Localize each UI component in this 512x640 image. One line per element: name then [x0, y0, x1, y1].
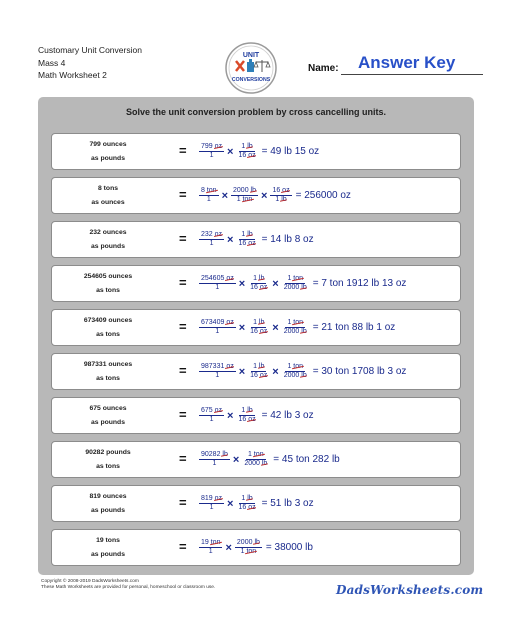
fraction-numerator: 1 lb: [253, 275, 265, 282]
problem-card: [51, 309, 461, 346]
cancelled-unit: lb: [247, 407, 253, 414]
fraction-numerator: 1 lb: [241, 495, 253, 502]
cancelled-unit: lb: [261, 460, 268, 467]
conversion-fraction: [199, 143, 224, 160]
equals-sign: =: [179, 231, 187, 246]
fraction-numerator: 19 ton: [201, 539, 221, 546]
cancelled-unit: lb: [258, 363, 265, 370]
cancelled-unit: ton: [293, 319, 304, 326]
cancelled-unit: ton: [293, 275, 304, 282]
fraction-denominator: 2000 lb: [283, 372, 307, 379]
cancelled-unit: lb: [281, 196, 287, 203]
times-sign: ×: [227, 497, 234, 510]
times-sign: ×: [272, 277, 279, 290]
problem-statement: [52, 134, 164, 169]
equals-sign: =: [179, 143, 187, 158]
conversion-fraction: [235, 539, 262, 556]
equals-sign: =: [179, 539, 187, 554]
problem-statement: [52, 222, 164, 257]
equals-sign: =: [179, 275, 187, 290]
fraction-denominator: 1: [215, 284, 220, 291]
fraction-numerator: 799 oz: [201, 143, 223, 150]
problem-statement: [52, 178, 164, 213]
answer: = 14 lb 8 oz: [261, 234, 314, 245]
times-sign: ×: [238, 277, 246, 290]
cancelled-unit: oz: [214, 407, 223, 414]
fraction-numerator: 987331 oz: [201, 363, 234, 370]
answer: = 7 ton 1912 lb 13 oz: [312, 278, 407, 289]
fraction-numerator: 1 ton: [287, 319, 304, 326]
cancelled-unit: lb: [254, 539, 260, 546]
problem-quantity: 987331 ounces: [83, 361, 133, 368]
answer: = 45 ton 282 lb: [273, 454, 340, 465]
cancelled-unit: oz: [214, 495, 223, 502]
problem-target-unit: as pounds: [91, 155, 125, 162]
times-sign: ×: [227, 409, 234, 422]
cancelled-unit: ton: [293, 363, 304, 370]
cancelled-unit: oz: [248, 152, 256, 159]
instructions: Solve the unit conversion problem by cross cancelling units.: [125, 107, 387, 117]
conversion-fraction: [270, 187, 291, 204]
fraction-numerator: 1 ton: [287, 363, 304, 370]
cancelled-unit: lb: [301, 284, 307, 291]
cancelled-unit: lb: [247, 231, 253, 238]
answer: = 21 ton 88 lb 1 oz: [312, 322, 396, 333]
problem-quantity: 675 ounces: [89, 405, 127, 412]
conversion-work: [197, 486, 314, 521]
conversion-work: [197, 266, 406, 301]
equals-sign: =: [179, 363, 187, 378]
fraction-denominator: 1: [209, 240, 214, 247]
conversion-fraction: [248, 363, 269, 380]
cancelled-unit: lb: [258, 275, 265, 282]
problem-card: [51, 177, 461, 214]
footer-copyright: [41, 579, 215, 591]
unit-conversions-logo: [225, 42, 277, 94]
fraction-numerator: 2000 lb: [236, 539, 260, 546]
fraction-numerator: 819 oz: [201, 495, 223, 502]
fraction-numerator: 675 oz: [201, 407, 223, 414]
problem-target-unit: as ounces: [91, 199, 125, 206]
problem-card: [51, 397, 461, 434]
cancelled-unit: ton: [242, 196, 253, 203]
fraction-numerator: 2000 lb: [233, 187, 256, 194]
times-sign: ×: [238, 321, 246, 334]
times-sign: ×: [238, 365, 246, 378]
conversion-fraction: [236, 143, 257, 160]
cancelled-unit: lb: [247, 495, 253, 502]
fraction-denominator: 1 lb: [275, 196, 287, 203]
conversion-work: [197, 222, 314, 257]
cancelled-unit: oz: [214, 231, 223, 238]
conversion-work: [197, 354, 406, 389]
times-sign: ×: [221, 189, 229, 202]
problem-target-unit: as tons: [96, 375, 120, 382]
copyright-line: Copyright © 2008-2019 DadsWorksheets.com: [41, 579, 139, 584]
conversion-fraction: [199, 495, 224, 512]
problem-card: [51, 485, 461, 522]
fraction-numerator: 254605 oz: [201, 275, 234, 282]
conversion-work: [197, 530, 313, 565]
cancelled-unit: lb: [222, 451, 228, 458]
problem-card: [51, 353, 461, 390]
answer-key-label: Answer Key: [358, 53, 456, 72]
conversion-fraction: [236, 231, 257, 248]
conversion-fraction: [248, 275, 269, 292]
conversion-fraction: [199, 451, 230, 468]
conversion-fraction: [248, 319, 269, 336]
problem-statement: [52, 442, 164, 477]
cancelled-unit: oz: [226, 275, 234, 282]
problem-card: [51, 529, 461, 566]
cancelled-unit: ton: [253, 451, 264, 458]
conversion-fraction: [242, 451, 269, 468]
worksheet-title-block: [38, 44, 142, 82]
cancelled-unit: oz: [226, 363, 234, 370]
name-field: [308, 53, 488, 76]
name-label: Name:: [308, 63, 339, 74]
cancelled-unit: oz: [259, 284, 268, 291]
problem-quantity: 232 ounces: [89, 229, 127, 236]
worksheet-title: Customary Unit Conversion: [38, 45, 142, 55]
equals-sign: =: [179, 319, 187, 334]
fraction-denominator: 1: [209, 416, 214, 423]
answer: = 30 ton 1708 lb 3 oz: [312, 366, 407, 377]
fraction-denominator: 16 oz: [250, 328, 268, 335]
cancelled-unit: lb: [301, 328, 307, 335]
fraction-denominator: 1 ton: [240, 548, 257, 555]
dadsworksheets-logo: DadsWorksheets.com: [336, 583, 484, 597]
fraction-numerator: 1 ton: [287, 275, 304, 282]
conversion-fraction: [199, 187, 219, 204]
cancelled-unit: lb: [250, 187, 256, 194]
times-sign: ×: [227, 145, 234, 158]
equals-sign: =: [179, 451, 187, 466]
fraction-denominator: 16 oz: [238, 152, 256, 159]
conversion-fraction: [236, 407, 257, 424]
conversion-fraction: [199, 231, 224, 248]
fraction-numerator: 1 lb: [241, 407, 253, 414]
problem-statement: [52, 266, 164, 301]
fraction-numerator: 673409 oz: [201, 319, 234, 326]
conversion-work: [197, 310, 395, 345]
cancelled-unit: oz: [282, 187, 290, 194]
conversion-work: [197, 178, 351, 213]
fraction-numerator: 90282 lb: [201, 451, 228, 458]
problem-statement: [52, 310, 164, 345]
cancelled-unit: oz: [248, 416, 256, 423]
problem-target-unit: as pounds: [91, 551, 125, 558]
cancelled-unit: ton: [210, 539, 221, 546]
fraction-denominator: 2000 lb: [244, 460, 268, 467]
fraction-denominator: 1: [209, 504, 214, 511]
equals-sign: =: [179, 407, 187, 422]
cancelled-unit: oz: [259, 372, 268, 379]
equals-sign: =: [179, 495, 187, 510]
fraction-numerator: 1 ton: [248, 451, 264, 458]
problem-quantity: 673409 ounces: [83, 317, 133, 324]
conversion-fraction: [199, 275, 236, 292]
fraction-numerator: 8 ton: [201, 187, 217, 194]
problems-panel: [38, 97, 474, 575]
problem-quantity: 90282 pounds: [85, 449, 131, 456]
name-underline: [341, 74, 483, 75]
fraction-denominator: 16 oz: [238, 504, 256, 511]
svg-text:CONVERSIONS: CONVERSIONS: [231, 77, 271, 83]
problem-target-unit: as tons: [96, 331, 120, 338]
conversion-fraction: [282, 363, 309, 380]
answer: = 38000 lb: [265, 542, 313, 553]
fraction-denominator: 1: [208, 548, 213, 555]
conversion-fraction: [236, 495, 257, 512]
answer: = 42 lb 3 oz: [261, 410, 314, 421]
cancelled-unit: oz: [248, 240, 256, 247]
cancelled-unit: lb: [301, 372, 307, 379]
conversion-fraction: [282, 275, 309, 292]
cancelled-unit: oz: [248, 504, 256, 511]
cancelled-unit: oz: [259, 328, 268, 335]
fraction-denominator: 16 oz: [238, 240, 256, 247]
conversion-fraction: [199, 407, 224, 424]
conversion-fraction: [199, 319, 236, 336]
worksheet-subtitle: Mass 4: [38, 57, 66, 68]
conversion-work: [197, 134, 319, 169]
answer: = 51 lb 3 oz: [261, 498, 314, 509]
problem-quantity: 799 ounces: [89, 141, 127, 148]
fraction-numerator: 1 lb: [253, 319, 265, 326]
equals-sign: =: [179, 187, 187, 202]
problem-statement: [52, 354, 164, 389]
problem-quantity: 819 ounces: [89, 493, 127, 500]
problem-target-unit: as pounds: [91, 507, 125, 514]
answer: = 49 lb 15 oz: [261, 146, 320, 157]
problem-statement: [52, 398, 164, 433]
fraction-numerator: 16 oz: [272, 187, 290, 194]
fraction-denominator: 16 oz: [238, 416, 256, 423]
fraction-denominator: 2000 lb: [283, 328, 307, 335]
conversion-fraction: [282, 319, 309, 336]
fraction-denominator: 16 oz: [250, 372, 268, 379]
fraction-denominator: 1: [215, 328, 220, 335]
problem-target-unit: as tons: [96, 287, 120, 294]
cancelled-unit: ton: [206, 187, 217, 194]
fraction-denominator: 1: [212, 460, 217, 467]
problem-quantity: 8 tons: [97, 185, 119, 192]
cancelled-unit: lb: [247, 143, 253, 150]
problem-target-unit: as pounds: [91, 419, 125, 426]
times-sign: ×: [272, 321, 279, 334]
cancelled-unit: oz: [214, 143, 223, 150]
fraction-denominator: 16 oz: [250, 284, 268, 291]
problem-card: [51, 133, 461, 170]
fraction-numerator: 232 oz: [201, 231, 223, 238]
times-sign: ×: [272, 365, 279, 378]
problem-target-unit: as tons: [96, 463, 120, 470]
fraction-numerator: 1 lb: [253, 363, 265, 370]
usage-notice: These Math Worksheets are provided for personal, homeschool or classroom use.: [41, 585, 216, 590]
problem-card: [51, 221, 461, 258]
times-sign: ×: [232, 453, 240, 466]
fraction-numerator: 1 lb: [241, 143, 253, 150]
fraction-denominator: 1: [209, 152, 214, 159]
fraction-denominator: 1: [206, 196, 211, 203]
cancelled-unit: lb: [258, 319, 265, 326]
svg-text:UNIT: UNIT: [242, 52, 260, 59]
problem-quantity: 254605 ounces: [83, 273, 133, 280]
problem-card: [51, 441, 461, 478]
conversion-work: [197, 442, 340, 477]
answer: = 256000 oz: [295, 190, 351, 201]
problem-quantity: 19 tons: [96, 537, 120, 544]
problem-card: [51, 265, 461, 302]
times-sign: ×: [225, 541, 232, 554]
cancelled-unit: ton: [246, 548, 257, 555]
fraction-denominator: 1: [215, 372, 220, 379]
problem-target-unit: as pounds: [91, 243, 125, 250]
cancelled-unit: oz: [226, 319, 234, 326]
problem-statement: [52, 486, 164, 521]
fraction-denominator: 1 ton: [236, 196, 253, 203]
times-sign: ×: [261, 189, 268, 202]
problem-statement: [52, 530, 164, 565]
times-sign: ×: [227, 233, 234, 246]
conversion-fraction: [199, 363, 236, 380]
fraction-denominator: 2000 lb: [283, 284, 307, 291]
conversion-work: [197, 398, 314, 433]
worksheet-number: Math Worksheet 2: [38, 70, 107, 80]
conversion-fraction: [231, 187, 258, 204]
fraction-numerator: 1 lb: [241, 231, 253, 238]
conversion-fraction: [199, 539, 222, 556]
